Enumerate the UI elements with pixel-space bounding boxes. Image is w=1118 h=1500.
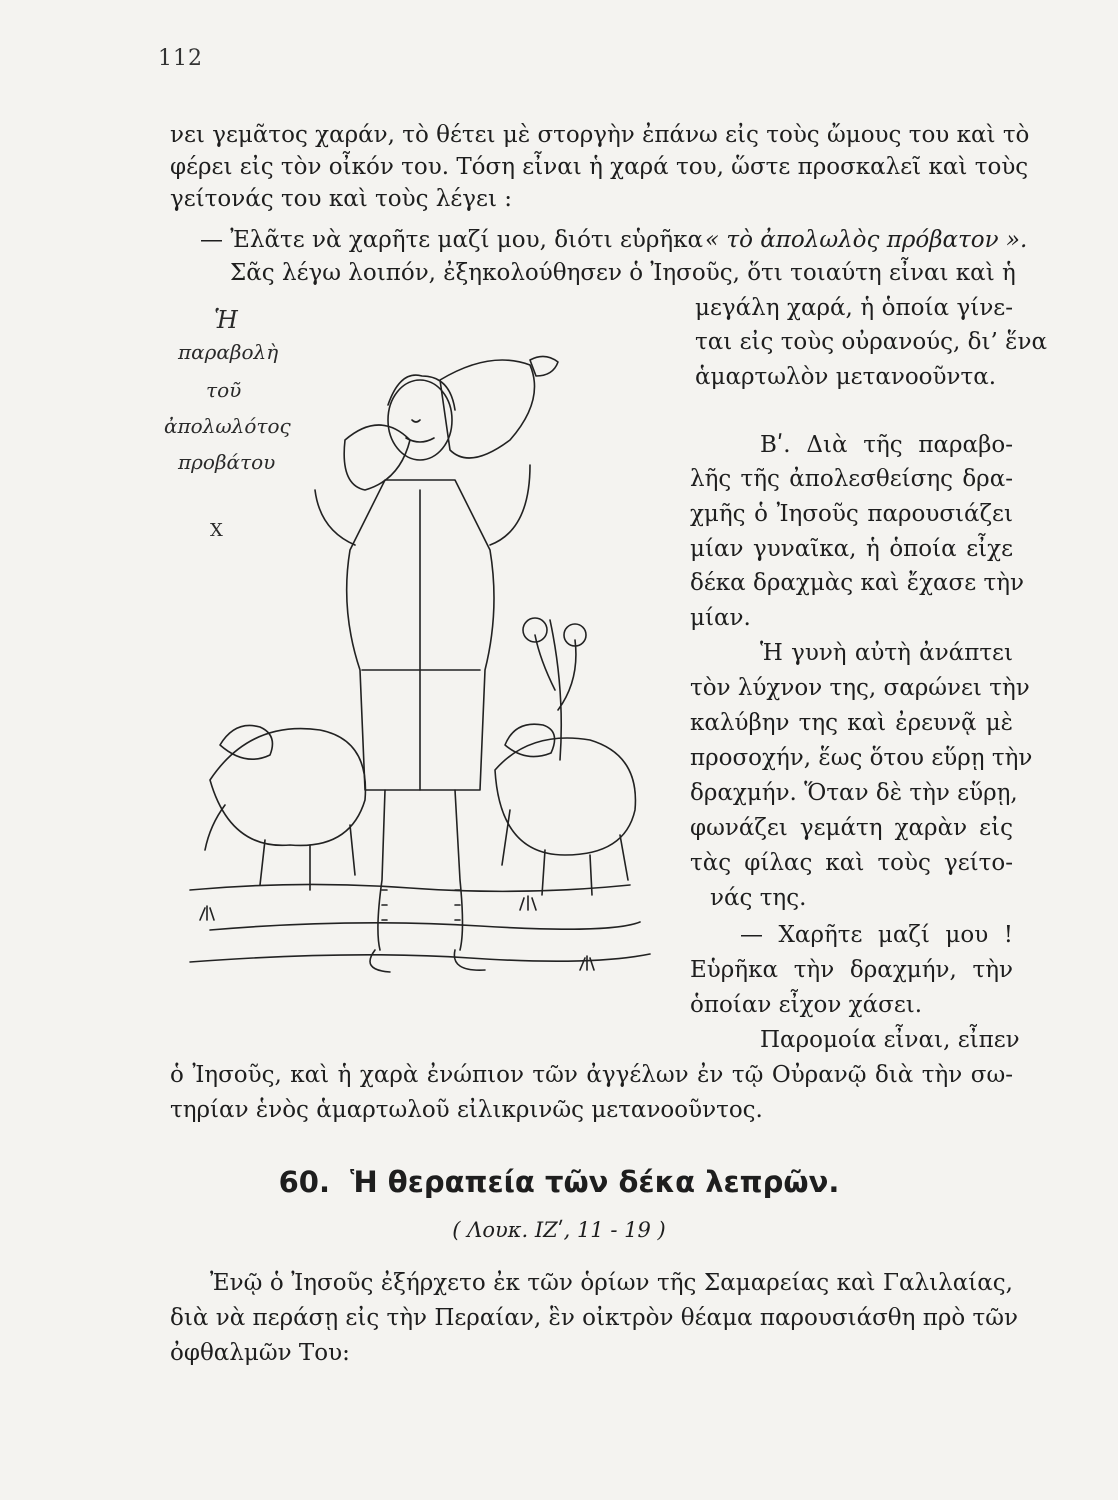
section-title: Ἡ θεραπεία τῶν δέκα λεπρῶν.: [350, 1165, 840, 1199]
illustration-caption: ἀπολωλότος: [164, 414, 291, 438]
text-line: — Ἐλᾶτε νὰ χαρῆτε μαζί μου, διότι εὑρῆκα: [200, 227, 704, 253]
text-line-right: ἁμαρτωλὸν μετανοοῦντα.: [695, 364, 997, 390]
text-line-right: ὁποίαν εἶχον χάσει.: [690, 992, 923, 1018]
text-line: γείτονάς του καὶ τοὺς λέγει :: [170, 186, 513, 212]
text-line-right: λῆς τῆς ἀπολεσθείσης δρα-: [690, 466, 1013, 492]
page-number: 112: [158, 46, 203, 71]
section-number: 60.: [278, 1165, 330, 1199]
text-line-right: Εὑρῆκα τὴν δραχμήν, τὴν: [690, 957, 1013, 983]
good-shepherd-illustration: [150, 290, 670, 1010]
text-line-right: μεγάλη χαρά, ἡ ὁποία γίνε-: [695, 295, 1013, 321]
text-line-right: προσοχήν, ἕως ὅτου εὕρῃ τὴν: [690, 745, 1033, 771]
text-line: τηρίαν ἑνὸς ἁμαρτωλοῦ εἰλικρινῶς μετανοοῦντος.: [170, 1097, 763, 1123]
text-line-right: τὸν λύχνον της, σαρώνει τὴν: [690, 675, 1030, 701]
text-line-right: νάς της.: [710, 885, 807, 911]
text-line-right: Παρομοία εἶναι, εἶπεν: [760, 1027, 1020, 1053]
text-line: διὰ νὰ περάσῃ εἰς τὴν Περαίαν, ἓν οἰκτρὸν θέαμα παρουσιάσθη πρὸ τῶν: [170, 1305, 1019, 1331]
illustration-caption-mark: Χ: [210, 520, 223, 541]
illustration-caption: τοῦ: [206, 378, 242, 402]
text-line-right: Βʹ. Διὰ τῆς παραβο-: [760, 432, 1013, 458]
text-line-right: μίαν.: [690, 605, 751, 631]
text-line: φέρει εἰς τὸν οἶκόν του. Τόση εἶναι ἡ χαρά του, ὥστε προσκαλεῖ καὶ τοὺς: [170, 154, 1029, 180]
text-line-right: χμῆς ὁ Ἰησοῦς παρουσιάζει: [690, 501, 1013, 527]
section-heading: [0, 1165, 1118, 1199]
text-line-right: ται εἰς τοὺς οὐρανούς, δι’ ἕνα: [695, 329, 1047, 355]
text-line: ὁ Ἰησοῦς, καὶ ἡ χαρὰ ἐνώπιον τῶν ἀγγέλων ἐν τῷ Οὐρανῷ διὰ τὴν σω-: [170, 1062, 1013, 1088]
text-line: ὀφθαλμῶν Του:: [170, 1340, 350, 1366]
illustration-caption: προβάτου: [178, 450, 276, 474]
text-line-right: μίαν γυναῖκα, ἡ ὁποία εἶχε: [690, 536, 1013, 562]
illustration-caption: Ἡ: [214, 306, 238, 334]
text-line: Ἐνῷ ὁ Ἰησοῦς ἐξήρχετο ἐκ τῶν ὁρίων τῆς Σαμαρείας καὶ Γαλιλαίας,: [210, 1270, 1013, 1296]
text-line-italic: « τὸ ἀπολωλὸς πρόβατον ».: [705, 227, 1028, 253]
illustration-caption: παραβολὴ: [178, 340, 279, 364]
text-line: Σᾶς λέγω λοιπόν, ἐξηκολούθησεν ὁ Ἰησοῦς, ὅτι τοιαύτη εἶναι καὶ ἡ: [230, 260, 1016, 286]
text-line-right: καλύβην της καὶ ἐρευνᾷ μὲ: [690, 710, 1013, 736]
text-line-right: δέκα δραχμὰς καὶ ἔχασε τὴν: [690, 570, 1024, 596]
section-reference: ( Λουκ. ΙΖʹ, 11 - 19 ): [452, 1218, 666, 1242]
text-line-right: φωνάζει γεμάτη χαρὰν εἰς: [690, 815, 1013, 841]
text-line: νει γεμᾶτος χαράν, τὸ θέτει μὲ στοργὴν ἐπάνω εἰς τοὺς ὤμους του καὶ τὸ: [170, 122, 1030, 148]
text-line-right: τὰς φίλας καὶ τοὺς γείτο-: [690, 850, 1013, 876]
text-line-right: — Χαρῆτε μαζί μου !: [740, 922, 1013, 948]
text-line-right: Ἡ γυνὴ αὐτὴ ἀνάπτει: [760, 640, 1013, 666]
text-line-right: δραχμήν. Ὅταν δὲ τὴν εὕρῃ,: [690, 780, 1018, 806]
